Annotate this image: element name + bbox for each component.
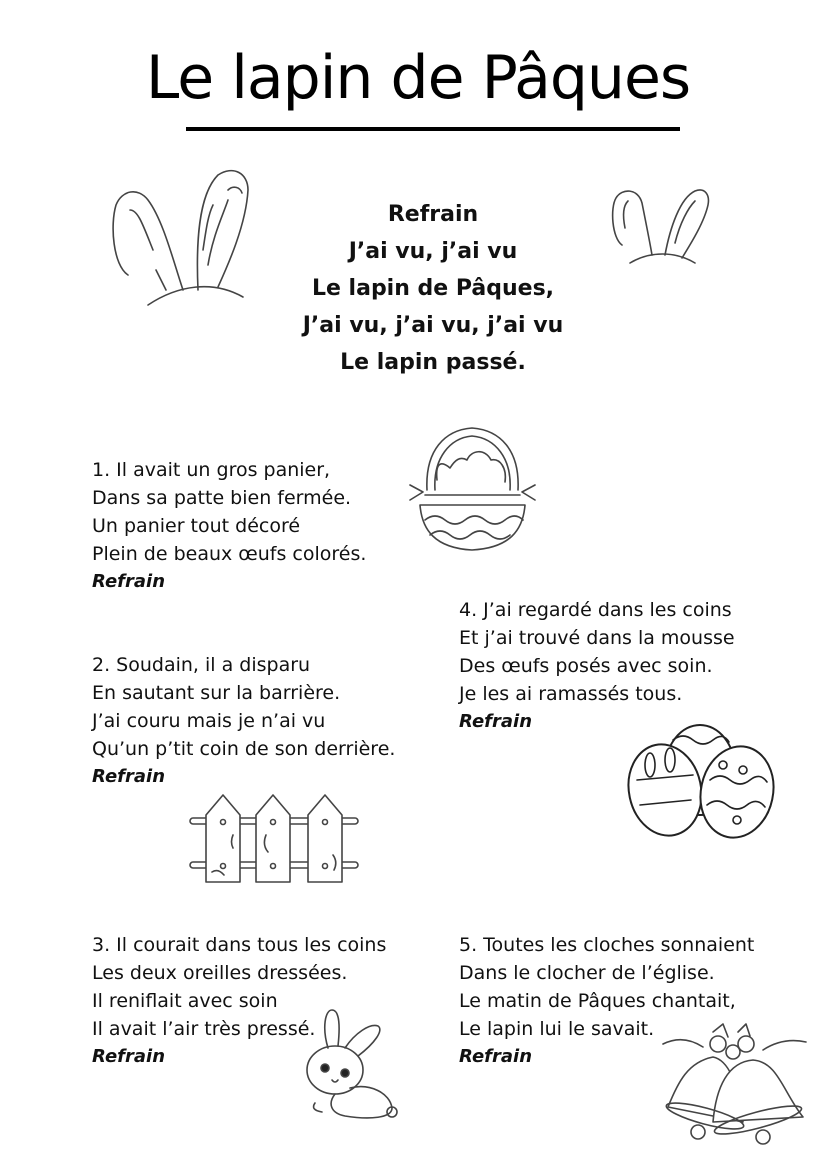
refrain-heading: Refrain <box>387 202 479 227</box>
verse-2 <box>92 651 395 791</box>
verse-4 <box>459 596 735 736</box>
refrain-line: J’ai vu, j’ai vu, j’ai vu <box>302 313 564 338</box>
verse-refrain-label: Refrain <box>92 766 166 787</box>
verse-line: J’ai couru mais je n’ai vu <box>92 710 326 732</box>
refrain-line: J’ai vu, j’ai vu <box>348 239 518 264</box>
verse-line: Je les ai ramassés tous. <box>459 683 683 705</box>
verse-line: 3. Il courait dans tous les coins <box>92 934 387 956</box>
page-title: Le lapin de Pâques <box>145 43 691 113</box>
refrain-line: Le lapin passé. <box>340 350 526 375</box>
refrain-block <box>230 196 636 381</box>
bunny-icon <box>300 1008 400 1123</box>
verse-line: Les deux oreilles dressées. <box>92 962 348 984</box>
verse-refrain-label: Refrain <box>459 711 533 732</box>
verse-1 <box>92 456 366 596</box>
verse-line: Dans sa patte bien fermée. <box>92 487 352 509</box>
verse-line: Le lapin lui le savait. <box>459 1018 655 1040</box>
verse-refrain-label: Refrain <box>92 1046 166 1067</box>
verse-line: Un panier tout décoré <box>92 515 301 537</box>
verse-line: 4. J’ai regardé dans les coins <box>459 599 732 621</box>
verse-refrain-label: Refrain <box>92 571 166 592</box>
verse-line: Des œufs posés avec soin. <box>459 655 713 677</box>
verse-line: Il avait l’air très pressé. <box>92 1018 316 1040</box>
verse-line: 5. Toutes les cloches sonnaient <box>459 934 755 956</box>
fence-icon <box>188 790 360 890</box>
refrain-line: Le lapin de Pâques, <box>311 276 555 301</box>
verse-refrain-label: Refrain <box>459 1046 533 1067</box>
verse-line: Il reniflait avec soin <box>92 990 278 1012</box>
easter-eggs-icon <box>625 720 775 840</box>
verse-line: Le matin de Pâques chantait, <box>459 990 736 1012</box>
verse-line: Qu’un p’tit coin de son derrière. <box>92 738 396 760</box>
verse-line: Dans le clocher de l’église. <box>459 962 715 984</box>
verse-line: Plein de beaux œufs colorés. <box>92 543 367 565</box>
easter-bells-icon <box>658 1022 808 1147</box>
verse-line: Et j’ai trouvé dans la mousse <box>459 627 735 649</box>
verse-line: 1. Il avait un gros panier, <box>92 459 331 481</box>
verse-line: En sautant sur la barrière. <box>92 682 341 704</box>
easter-basket-icon <box>405 420 540 555</box>
verse-line: 2. Soudain, il a disparu <box>92 654 311 676</box>
title-underline <box>186 127 680 131</box>
